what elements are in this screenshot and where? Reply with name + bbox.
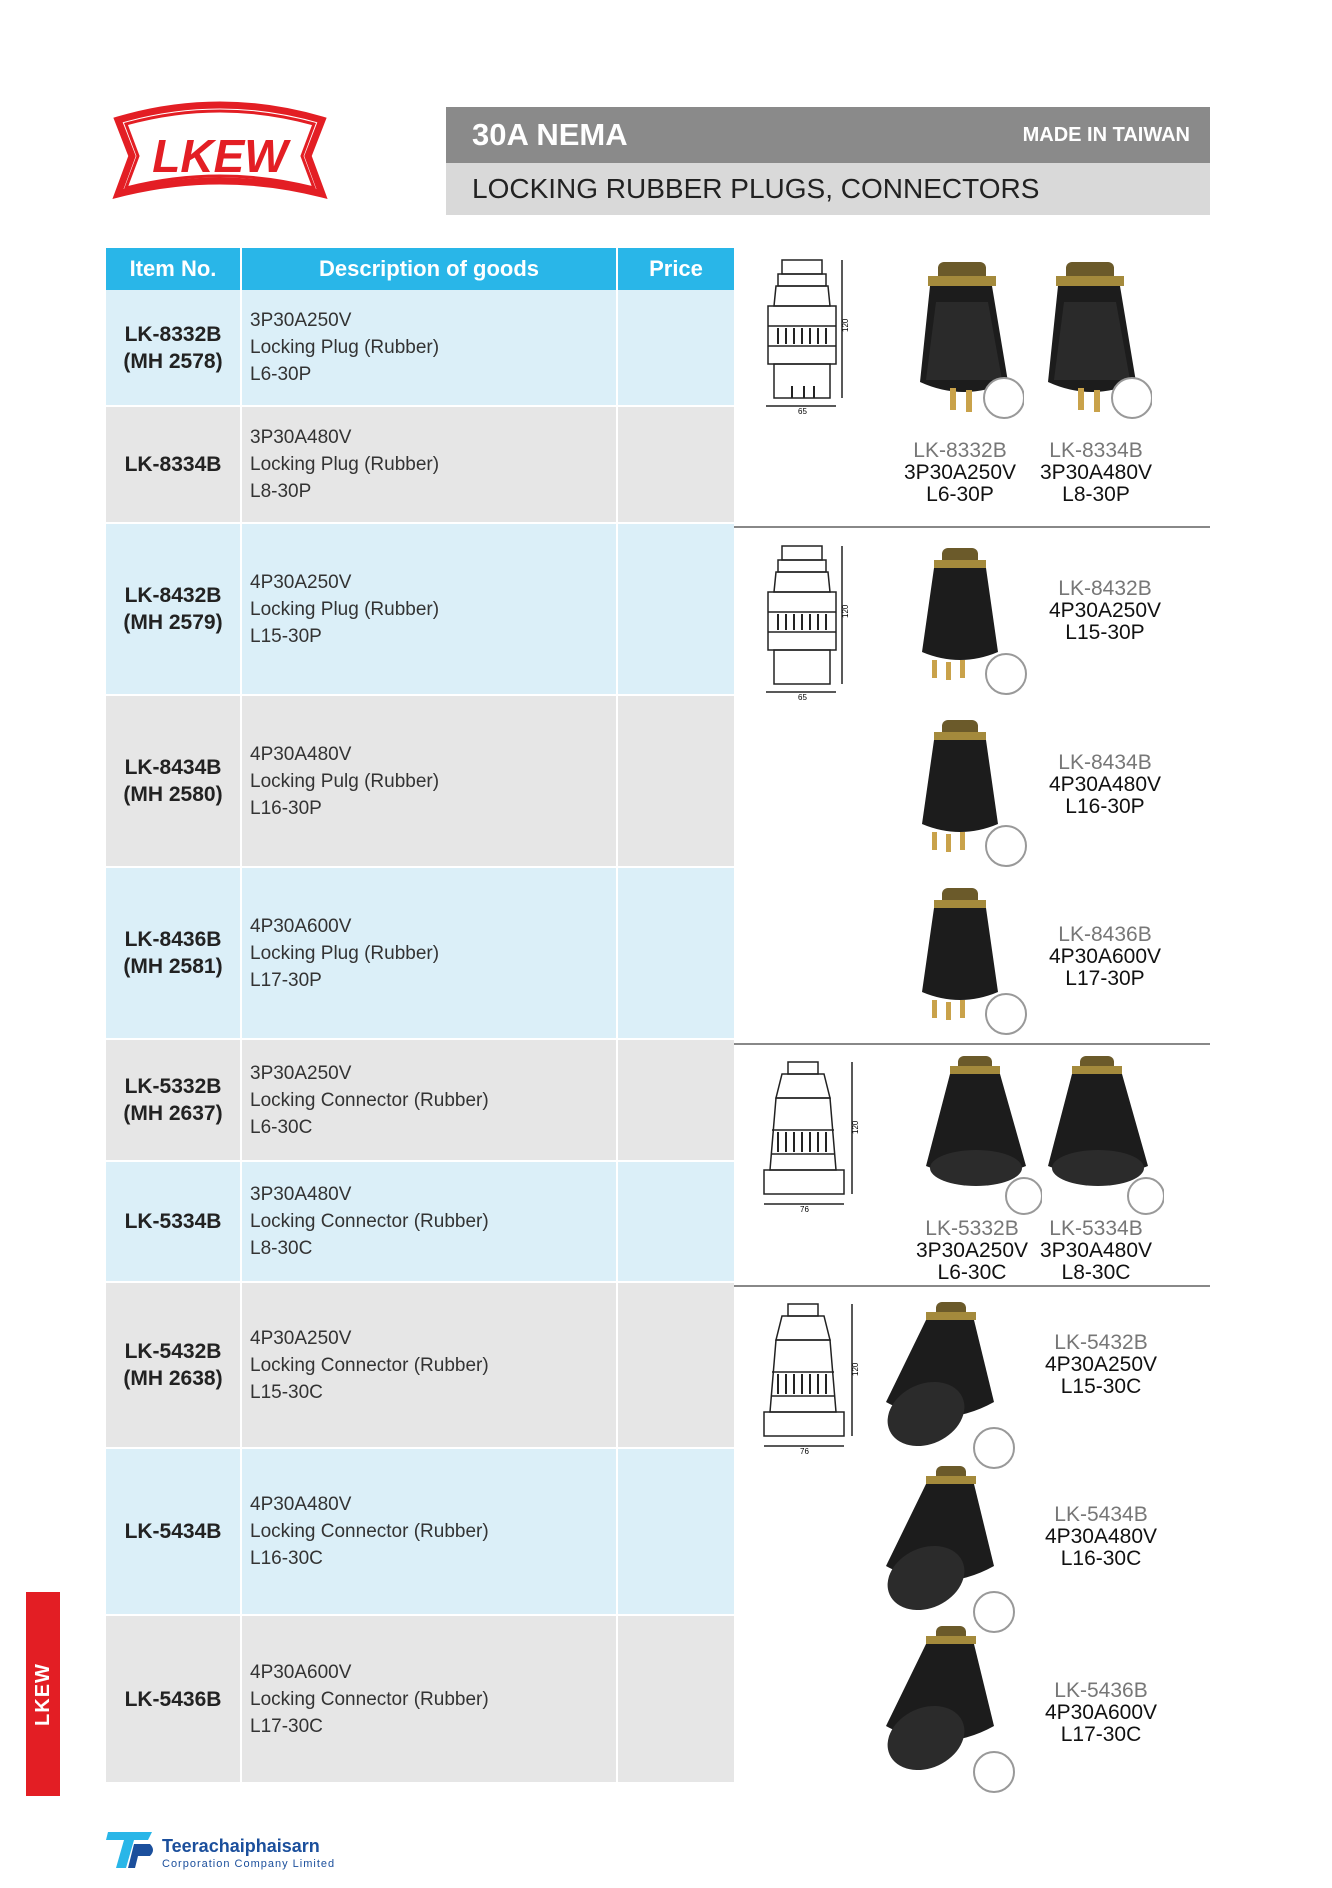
table-row (106, 524, 734, 696)
item-price (618, 1616, 734, 1782)
svg-text:65: 65 (798, 693, 807, 702)
page-subtitle: LOCKING RUBBER PLUGS, CONNECTORS (472, 173, 1040, 204)
caption-lk5332b: LK-5332B 3P30A250V L6-30C (915, 1217, 1029, 1284)
item-number: LK-8332B (MH 2578) (106, 290, 242, 405)
svg-text:120: 120 (851, 1362, 860, 1376)
table-row (106, 407, 734, 524)
made-in-label: MADE IN TAIWAN (1022, 123, 1190, 146)
table-row (106, 1449, 734, 1616)
item-description: 4P30A250V Locking Connector (Rubber) L15-30C (242, 1283, 618, 1447)
caption-lk5436b: LK-5436B 4P30A600V L17-30C (1044, 1679, 1158, 1746)
svg-text:76: 76 (800, 1447, 809, 1456)
item-number: LK-8434B (MH 2580) (106, 696, 242, 866)
side-brand-tab (26, 1592, 60, 1796)
item-number: LK-5332B (MH 2637) (106, 1040, 242, 1160)
table-row (106, 1616, 734, 1782)
plug-photo-lk8334b (1032, 262, 1152, 430)
item-number: LK-5436B (106, 1616, 242, 1782)
table-row (106, 696, 734, 868)
connector-photo-lk5334b (1034, 1056, 1164, 1216)
plug-photo-lk8434b (898, 720, 1028, 870)
connector-photo-lk5434b (870, 1466, 1020, 1636)
caption-lk8334b: LK-8334B 3P30A480V L8-30P (1039, 439, 1153, 506)
item-price (618, 696, 734, 866)
svg-text:65: 65 (798, 407, 807, 416)
lkew-logo (112, 98, 328, 208)
teerachai-logo-icon (104, 1828, 156, 1872)
item-description: 4P30A480V Locking Connector (Rubber) L16-30C (242, 1449, 618, 1614)
item-price (618, 407, 734, 522)
group-divider (734, 526, 1210, 528)
connector-4p-dimension-drawing (760, 1300, 860, 1460)
caption-lk5334b: LK-5334B 3P30A480V L8-30C (1039, 1217, 1153, 1284)
item-description: 3P30A480V Locking Plug (Rubber) L8-30P (242, 407, 618, 522)
lkew-logo-graphic (112, 98, 328, 208)
footer-brand-name: Teerachaiphaisarn (162, 1836, 320, 1856)
header-item-no: Item No. (106, 248, 242, 290)
table-row (106, 868, 734, 1040)
caption-lk5432b: LK-5432B 4P30A250V L15-30C (1044, 1331, 1158, 1398)
table-row (106, 1162, 734, 1283)
page-title: 30A NEMA (472, 117, 628, 152)
title-bar (446, 107, 1210, 163)
item-price (618, 290, 734, 405)
svg-text:120: 120 (851, 1120, 860, 1134)
side-tab-label: LKEW (31, 1662, 54, 1726)
item-description: 4P30A480V Locking Pulg (Rubber) L16-30P (242, 696, 618, 866)
plug-photo-lk8432b (898, 548, 1028, 698)
item-number: LK-5334B (106, 1162, 242, 1281)
item-price (618, 524, 734, 694)
item-price (618, 1040, 734, 1160)
item-price (618, 1283, 734, 1447)
footer-corp-name: Corporation Company Limited (162, 1858, 336, 1870)
plug-dimension-drawing (762, 256, 854, 416)
connector-dimension-drawing (760, 1058, 860, 1218)
item-number: LK-5432B (MH 2638) (106, 1283, 242, 1447)
footer-company-logo (104, 1828, 344, 1872)
table-header (106, 248, 734, 290)
item-number: LK-8436B (MH 2581) (106, 868, 242, 1038)
header-description: Description of goods (242, 248, 618, 290)
item-number: LK-8432B (MH 2579) (106, 524, 242, 694)
item-price (618, 868, 734, 1038)
item-number: LK-5434B (106, 1449, 242, 1614)
connector-photo-lk5432b (870, 1302, 1020, 1472)
header-price: Price (649, 256, 703, 281)
caption-lk8436b: LK-8436B 4P30A600V L17-30P (1048, 923, 1162, 990)
caption-lk8434b: LK-8434B 4P30A480V L16-30P (1048, 751, 1162, 818)
connector-photo-lk5436b (870, 1626, 1020, 1796)
plug-4p-dimension-drawing (762, 542, 854, 702)
product-table (106, 248, 734, 1782)
plug-photo-lk8436b (898, 888, 1028, 1038)
item-description: 4P30A600V Locking Plug (Rubber) L17-30P (242, 868, 618, 1038)
svg-text:120: 120 (841, 604, 850, 618)
item-price (618, 1449, 734, 1614)
item-description: 3P30A250V Locking Connector (Rubber) L6-30C (242, 1040, 618, 1160)
item-description: 3P30A480V Locking Connector (Rubber) L8-30C (242, 1162, 618, 1281)
caption-lk8332b: LK-8332B 3P30A250V L6-30P (903, 439, 1017, 506)
table-row (106, 1040, 734, 1162)
subtitle-bar (446, 163, 1210, 215)
item-price (618, 1162, 734, 1281)
table-row (106, 1283, 734, 1449)
item-number: LK-8334B (106, 407, 242, 522)
svg-text:76: 76 (800, 1205, 809, 1214)
svg-text:120: 120 (841, 318, 850, 332)
group-divider (734, 1043, 1210, 1045)
caption-lk8432b: LK-8432B 4P30A250V L15-30P (1048, 577, 1162, 644)
item-description: 4P30A250V Locking Plug (Rubber) L15-30P (242, 524, 618, 694)
svg-text:LKEW: LKEW (152, 130, 288, 182)
connector-photo-lk5332b (912, 1056, 1042, 1216)
plug-photo-lk8332b (904, 262, 1024, 430)
group-divider (734, 1285, 1210, 1287)
item-description: 4P30A600V Locking Connector (Rubber) L17-30C (242, 1616, 618, 1782)
table-row (106, 290, 734, 407)
caption-lk5434b: LK-5434B 4P30A480V L16-30C (1044, 1503, 1158, 1570)
item-description: 3P30A250V Locking Plug (Rubber) L6-30P (242, 290, 618, 405)
